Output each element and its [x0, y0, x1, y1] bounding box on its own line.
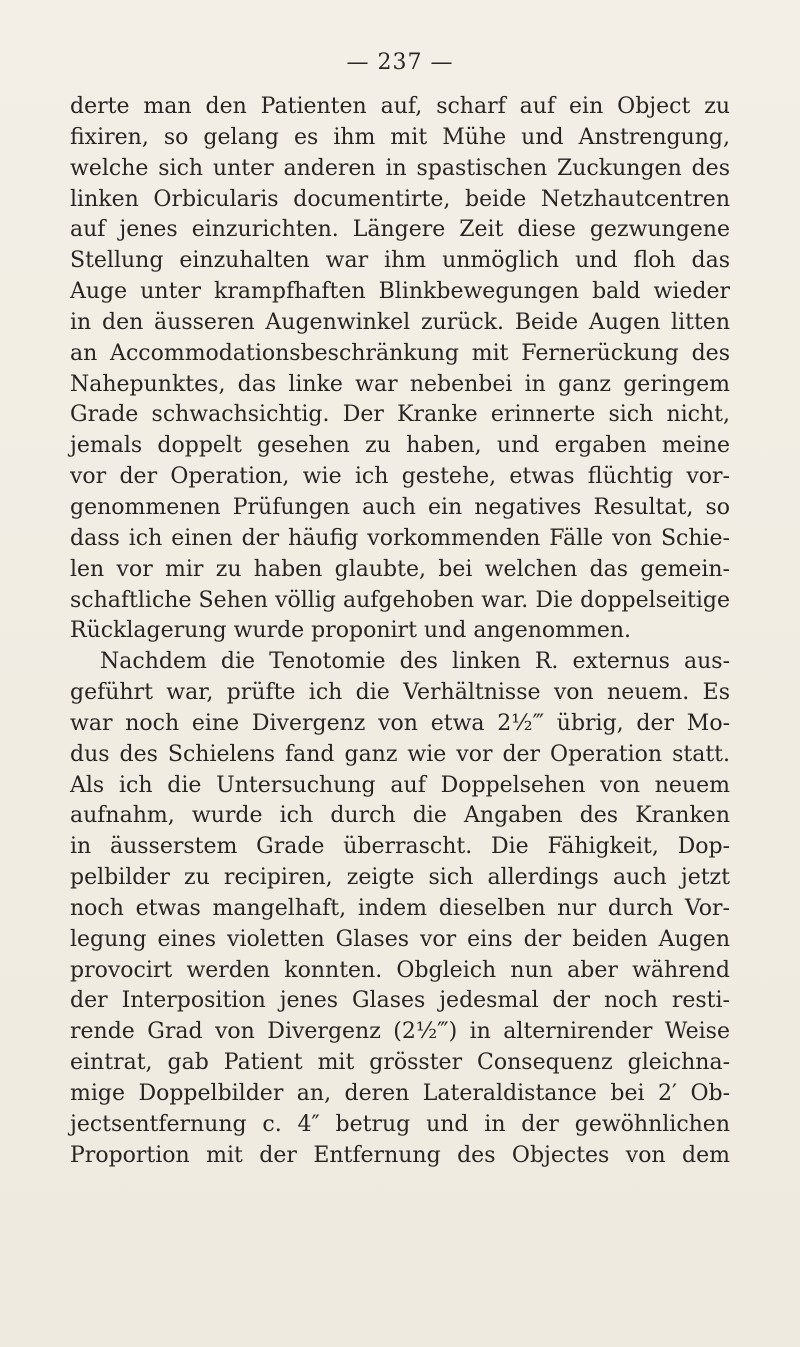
body-text	[70, 92, 730, 1172]
text-line: auf jenes einzurichten. Längere Zeit diese gezwungene	[70, 217, 730, 243]
text-line: Rücklagerung wurde proponirt und angenommen.	[70, 618, 632, 644]
text-line: jectsentfernung c. 4″ betrug und in der gewöhnlichen	[70, 1111, 730, 1137]
text-line: pelbilder zu recipiren, zeigte sich allerdings auch jetzt	[70, 865, 730, 891]
text-line: dass ich einen der häufig vorkommenden Fälle von Schie-	[70, 525, 730, 551]
text-line: fixiren, so gelang es ihm mit Mühe und Anstrengung,	[70, 124, 730, 150]
text-line: Nahepunktes, das linke war nebenbei in ganz geringem	[70, 371, 730, 397]
text-line: geführt war, prüfte ich die Verhältnisse von neuem. Es	[70, 680, 730, 706]
text-line: Grade schwachsichtig. Der Kranke erinnerte sich nicht,	[70, 402, 730, 428]
text-line: jemals doppelt gesehen zu haben, und ergaben meine	[70, 433, 730, 459]
text-line: Proportion mit der Entfernung des Objectes von dem	[70, 1142, 730, 1168]
text-line: Stellung einzuhalten war ihm unmöglich und floh das	[70, 248, 730, 274]
text-line: noch etwas mangelhaft, indem dieselben nur durch Vor-	[70, 895, 730, 921]
text-line: len vor mir zu haben glaubte, bei welchen das gemein-	[70, 556, 730, 582]
text-line: rende Grad von Divergenz (2½‴) in alternirender Weise	[70, 1019, 730, 1045]
text-line: provocirt werden konnten. Obgleich nun aber während	[70, 957, 730, 983]
text-line: in äusserstem Grade überrascht. Die Fähigkeit, Dop-	[70, 834, 730, 860]
text-line: welche sich unter anderen in spastischen Zuckungen des	[70, 155, 730, 181]
text-line: legung eines violetten Glases vor eins der beiden Augen	[70, 926, 730, 952]
text-line: Als ich die Untersuchung auf Doppelsehen von neuem	[70, 772, 730, 798]
page-number: — 237 —	[346, 50, 454, 75]
text-line: genommenen Prüfungen auch ein negatives Resultat, so	[70, 494, 730, 520]
text-line: derte man den Patienten auf, scharf auf ein Object zu	[70, 94, 730, 119]
text-line: linken Orbicularis documentirte, beide Netzhautcentren	[70, 186, 730, 212]
text-line: der Interposition jenes Glases jedesmal der noch resti-	[70, 988, 730, 1014]
paragraph-start-line: Nachdem die Tenotomie des linken R. externus aus-	[100, 649, 730, 675]
text-line: eintrat, gab Patient mit grösster Consequenz gleichna-	[70, 1050, 730, 1076]
text-line: vor der Operation, wie ich gestehe, etwas flüchtig vor-	[70, 464, 730, 490]
text-line: war noch eine Divergenz von etwa 2½‴ übrig, der Mo-	[70, 710, 730, 736]
text-line: Auge unter krampfhaften Blinkbewegungen bald wieder	[70, 279, 730, 305]
text-line: mige Doppelbilder an, deren Lateraldistance bei 2′ Ob-	[70, 1081, 730, 1106]
text-line: aufnahm, wurde ich durch die Angaben des Kranken	[70, 803, 730, 829]
text-line: dus des Schielens fand ganz wie vor der Operation statt.	[70, 741, 730, 767]
text-line: schaftliche Sehen völlig aufgehoben war. Die doppelseitige	[70, 587, 730, 613]
text-line: an Accommodationsbeschränkung mit Fernerückung des	[70, 340, 730, 366]
text-line: in den äusseren Augenwinkel zurück. Beide Augen litten	[70, 309, 730, 335]
